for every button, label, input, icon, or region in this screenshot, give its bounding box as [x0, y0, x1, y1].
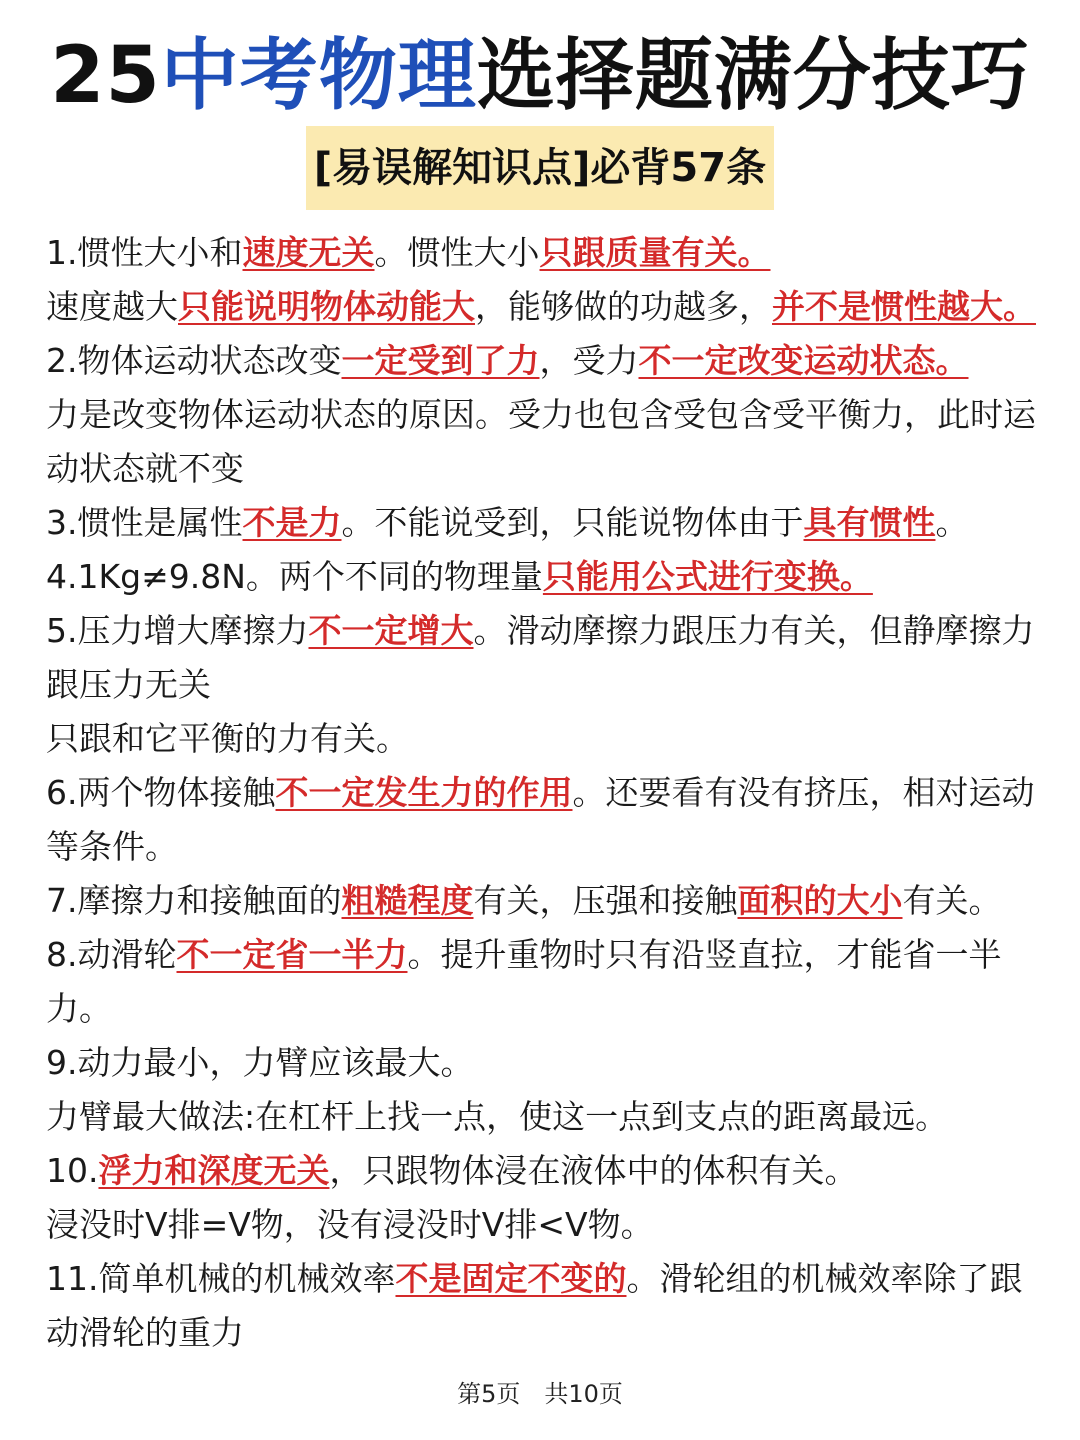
- list-item: [46, 550, 1050, 604]
- body-text: 。不能说受到，只能说物体由于: [341, 503, 804, 542]
- list-item: [46, 874, 1050, 928]
- body-text: 。滑动摩擦力跟压力有关，但静摩擦力跟压力无关: [46, 611, 1035, 704]
- body-text: 2.物体运动状态改变: [46, 341, 342, 380]
- knowledge-list: [46, 226, 1050, 1360]
- body-text: 。惯性大小: [374, 233, 540, 272]
- list-item: [46, 1198, 1050, 1252]
- highlight-text: 不是固定不变的: [395, 1259, 627, 1298]
- highlight-text: 不是力: [242, 503, 342, 542]
- body-text: 。提升重物时只有沿竖直拉，才能省一半力。: [46, 935, 1002, 1028]
- highlight-text: 浮力和深度无关: [98, 1151, 330, 1190]
- highlight-text: 并不是惯性越大。: [772, 287, 1036, 326]
- list-item: [46, 280, 1050, 334]
- page-footer: [0, 1374, 1080, 1414]
- highlight-text: 只能用公式进行变换。: [542, 557, 873, 596]
- list-item: [46, 1144, 1050, 1198]
- list-item: [46, 226, 1050, 280]
- body-text: 7.摩擦力和接触面的: [46, 881, 342, 920]
- page-number: 第5页: [457, 1380, 521, 1408]
- highlight-text: 具有惯性: [803, 503, 936, 542]
- list-item: [46, 1252, 1050, 1360]
- list-item: [46, 928, 1050, 1036]
- body-text: 力是改变物体运动状态的原因。受力也包含受包含受平衡力，此时运动状态就不变: [46, 395, 1036, 488]
- subtitle-banner: [易误解知识点]必背57条: [306, 126, 774, 210]
- highlight-text: 只跟质量有关。: [539, 233, 771, 272]
- body-text: 力臂最大做法:在杠杆上找一点，使这一点到支点的距离最远。: [46, 1097, 949, 1136]
- body-text: 4.1Kg≠9.8N。两个不同的物理量: [46, 557, 543, 596]
- body-text: 10.: [46, 1151, 99, 1190]
- body-text: ，受力: [539, 341, 639, 380]
- body-text: 。还要看有没有挤压，相对运动等条件。: [46, 773, 1035, 866]
- body-text: 6.两个物体接触: [46, 773, 276, 812]
- list-item: [46, 766, 1050, 874]
- body-text: 。: [935, 503, 969, 542]
- list-item: [46, 712, 1050, 766]
- body-text: 1.惯性大小和: [46, 233, 243, 272]
- highlight-text: 不一定改变运动状态。: [638, 341, 969, 380]
- page-total: 共10页: [544, 1380, 623, 1408]
- list-item: [46, 334, 1050, 388]
- list-item: [46, 388, 1050, 496]
- highlight-text: 粗糙程度: [341, 881, 474, 920]
- body-text: 9.动力最小，力臂应该最大。: [46, 1043, 474, 1082]
- highlight-text: 不一定省一半力: [176, 935, 408, 974]
- body-text: ，只跟物体浸在液体中的体积有关。: [329, 1151, 858, 1190]
- highlight-text: 面积的大小: [737, 881, 903, 920]
- list-item: [46, 496, 1050, 550]
- body-text: 8.动滑轮: [46, 935, 177, 974]
- title-subject: 中考物理: [160, 31, 477, 121]
- title-year: 25: [50, 31, 161, 121]
- list-item: [46, 1090, 1050, 1144]
- body-text: 有关，压强和接触: [473, 881, 738, 920]
- highlight-text: 一定受到了力: [341, 341, 540, 380]
- body-text: 有关。: [902, 881, 1002, 920]
- body-text: ，能够做的功越多，: [475, 287, 772, 326]
- body-text: 速度越大: [46, 287, 178, 326]
- title-topic: 选择题满分技巧: [476, 31, 1030, 121]
- list-item: [46, 1036, 1050, 1090]
- list-item: [46, 604, 1050, 712]
- body-text: 只跟和它平衡的力有关。: [46, 719, 409, 758]
- highlight-text: 不一定发生力的作用: [275, 773, 573, 812]
- body-text: 。滑轮组的机械效率除了跟动滑轮的重力: [46, 1259, 1023, 1352]
- body-text: 3.惯性是属性: [46, 503, 243, 542]
- body-text: 5.压力增大摩擦力: [46, 611, 309, 650]
- page-title: [0, 28, 1080, 124]
- highlight-text: 只能说明物体动能大: [178, 287, 475, 326]
- highlight-text: 不一定增大: [308, 611, 474, 650]
- body-text: 浸没时V排=V物，没有浸没时V排<V物。: [46, 1205, 654, 1244]
- subtitle-wrap: [0, 126, 1080, 210]
- body-text: 11.简单机械的机械效率: [46, 1259, 396, 1298]
- highlight-text: 速度无关: [242, 233, 375, 272]
